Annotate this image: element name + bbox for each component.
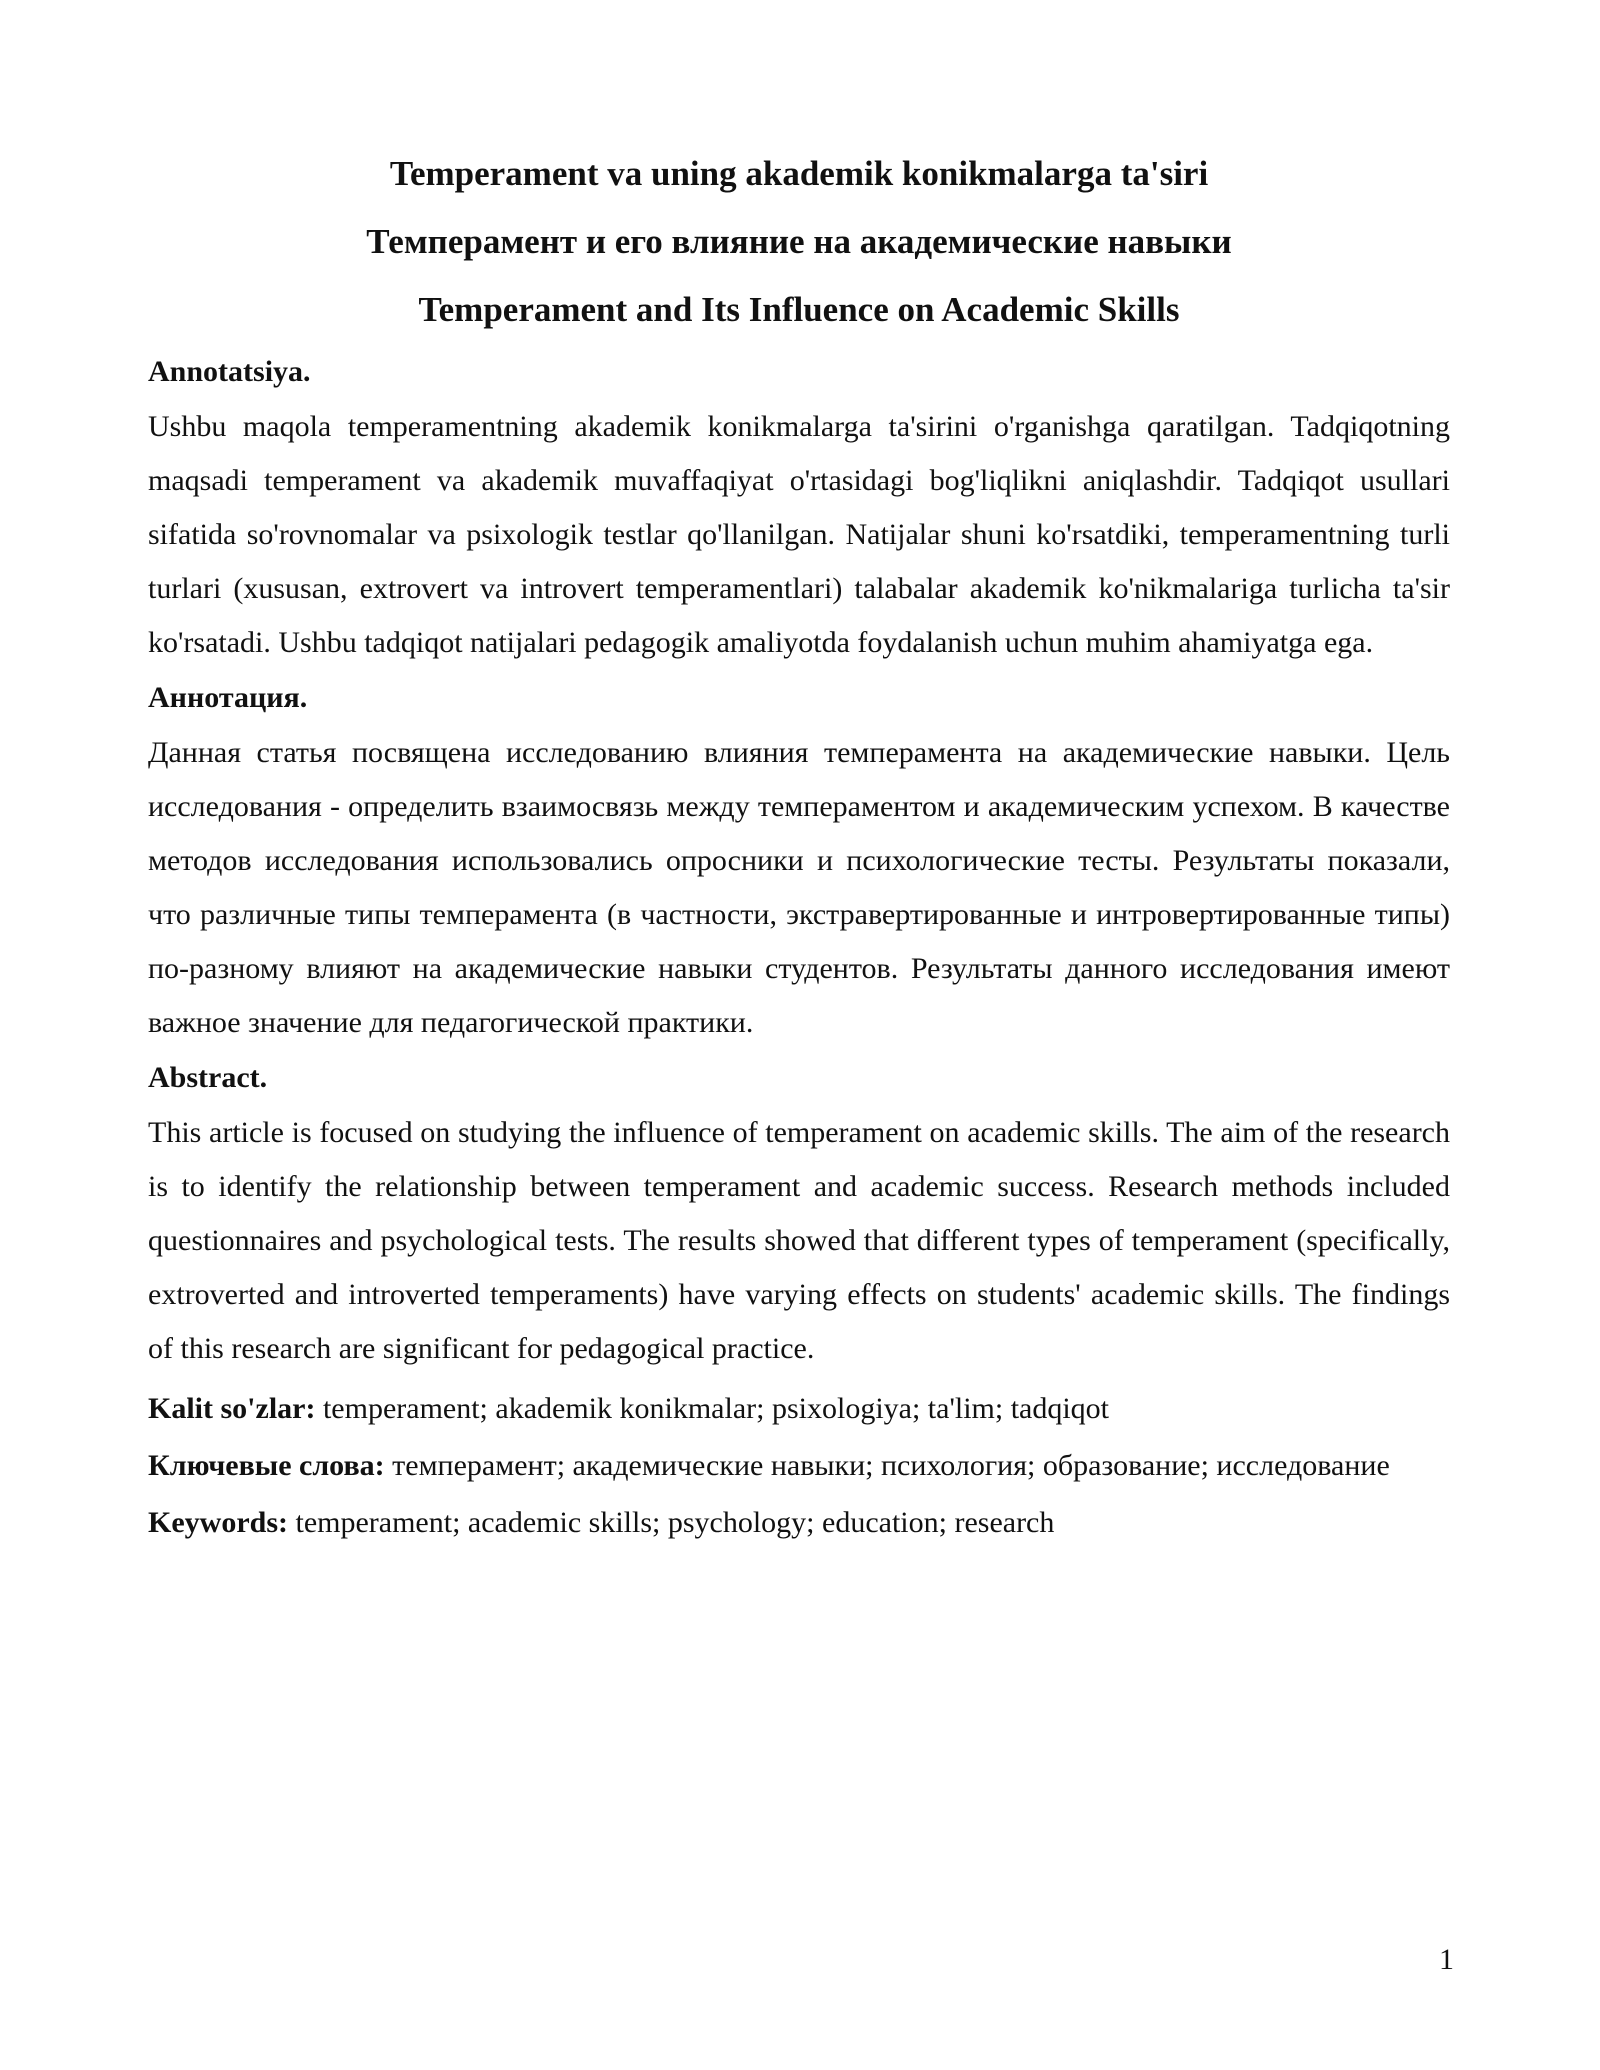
abstract-uz-text: Ushbu maqola temperamentning akademik konikmalarga ta'sirini o'rganishga qaratilgan. Tadqiqotning maqsadi temperament va akademik muvaffaqiyat o'rtasidagi bog'liqlikni aniqlashdir. Tadqiqot usullari sifatida so'rovnomalar va psixologik testlar qo'llanilgan. Natijalar shuni ko'rsatdiki, temperamentning turli turlari (xususan, extrovert va introvert temperamentlari) talabalar akademik ko'nikmalariga turlicha ta'sir ko'rsatadi. Ushbu tadqiqot natijalari pedagogik amaliyotda foydalanish uchun muhim ahamiyatga ega.	[148, 410, 1450, 659]
abstract-en-text: This article is focused on studying the influence of temperament on academic skills. The aim of the research is to identify the relationship between temperament and academic success. Research methods included questionnaires and psychological tests. The results showed that different types of temperament (specifically, extroverted and introverted temperaments) have varying effects on students' academic skills. The findings of this research are significant for pedagogical practice.	[148, 1116, 1450, 1365]
keywords-ru-text: темперамент; академические навыки; психология; образование; исследование	[384, 1449, 1390, 1482]
abstract-ru-text: Данная статья посвящена исследованию влияния темперамента на академические навыки. Цель исследования - определить взаимосвязь между темпераментом и академическим успехом. В качестве методов исследования использовались опросники и психологические тесты. Результаты показали, что различные типы темперамента (в частности, экстравертированные и интровертированные типы) по-разному влияют на академические навыки студентов. Результаты данного исследования имеют важное значение для педагогической практики.	[148, 736, 1450, 1039]
title-english: Temperament and Its Influence on Academic Skills	[418, 290, 1180, 329]
keywords-en-label: Keywords:	[148, 1506, 288, 1539]
abstract-uz-heading: Annotatsiya.	[148, 355, 311, 388]
page-number: 1	[1439, 1943, 1454, 1976]
keywords-en-text: temperament; academic skills; psychology; education; research	[287, 1506, 1055, 1539]
abstract-ru-heading: Аннотация.	[148, 681, 308, 714]
keywords-ru	[148, 1437, 1450, 1494]
title-uzbek: Temperament va uning akademik konikmalarga ta'siri	[389, 154, 1209, 193]
keywords-en	[148, 1494, 1450, 1551]
title-russian: Темперамент и его влияние на академические навыки	[366, 222, 1232, 261]
keywords-uz	[148, 1380, 1450, 1437]
document-page	[148, 140, 1450, 1551]
keywords-ru-label: Ключевые слова:	[148, 1449, 385, 1482]
abstract-en-heading: Abstract.	[148, 1061, 268, 1094]
keywords-uz-text: temperament; akademik konikmalar; psixologiya; ta'lim; tadqiqot	[315, 1392, 1110, 1425]
keywords-uz-label: Kalit so'zlar:	[148, 1392, 316, 1425]
